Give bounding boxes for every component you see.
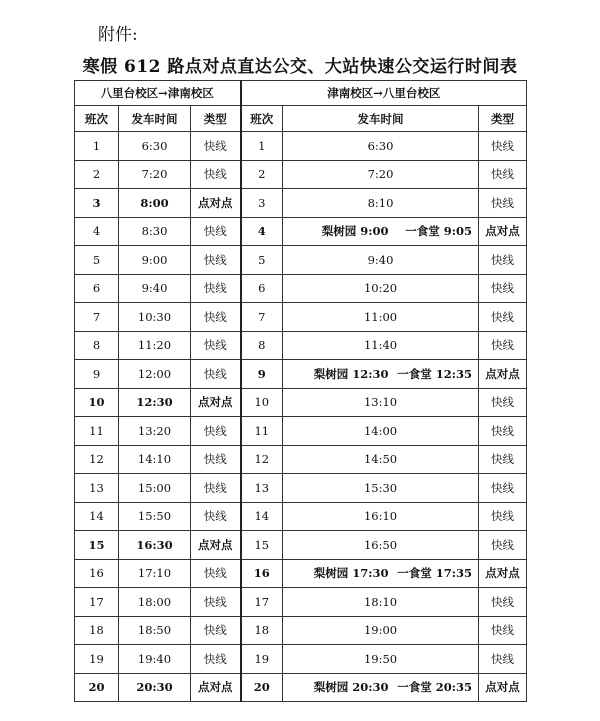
- a-col-time-header: 发车时间: [119, 106, 191, 132]
- a-trip-no: 20: [75, 673, 119, 702]
- a-trip-no: 7: [75, 303, 119, 332]
- b-trip-type: 点对点: [479, 217, 527, 246]
- b-trip-no: 10: [241, 388, 283, 417]
- b-depart-time: 14:50: [283, 445, 479, 474]
- a-depart-time: 12:00: [119, 360, 191, 389]
- a-trip-no: 1: [75, 132, 119, 161]
- b-trip-type: 快线: [479, 445, 527, 474]
- b-depart-time: 11:40: [283, 331, 479, 360]
- a-trip-no: 6: [75, 274, 119, 303]
- b-col-time-header: 发车时间: [283, 106, 479, 132]
- b-stop-lishuyuan: 梨树园 20:30: [283, 673, 393, 702]
- b-trip-type: 快线: [479, 246, 527, 275]
- a-trip-type: 快线: [191, 303, 241, 332]
- a-trip-type: 快线: [191, 559, 241, 588]
- b-depart-time: 15:30: [283, 474, 479, 503]
- a-trip-type: 快线: [191, 474, 241, 503]
- table-row: [75, 445, 527, 474]
- a-trip-no: 2: [75, 160, 119, 189]
- b-trip-type: 快线: [479, 189, 527, 218]
- a-depart-time: 7:20: [119, 160, 191, 189]
- b-stop-lishuyuan: 梨树园 17:30: [283, 559, 393, 588]
- b-trip-type: 快线: [479, 303, 527, 332]
- b-trip-type: 点对点: [479, 559, 527, 588]
- a-depart-time: 11:20: [119, 331, 191, 360]
- b-depart-time: 19:00: [283, 616, 479, 645]
- a-trip-type: 快线: [191, 616, 241, 645]
- a-trip-type: 快线: [191, 588, 241, 617]
- a-trip-type: 快线: [191, 160, 241, 189]
- b-trip-no: 3: [241, 189, 283, 218]
- a-depart-time: 8:00: [119, 189, 191, 218]
- table-row: [75, 531, 527, 560]
- b-stop-lishuyuan: 梨树园 12:30: [283, 360, 393, 389]
- a-trip-type: 快线: [191, 645, 241, 674]
- b-trip-type: 点对点: [479, 360, 527, 389]
- b-trip-no: 1: [241, 132, 283, 161]
- b-trip-no: 6: [241, 274, 283, 303]
- b-stop-yishitang: 一食堂 9:05: [393, 217, 479, 246]
- a-trip-type: 快线: [191, 417, 241, 446]
- b-trip-type: 快线: [479, 331, 527, 360]
- b-trip-no: 7: [241, 303, 283, 332]
- b-trip-no: 17: [241, 588, 283, 617]
- a-trip-no: 4: [75, 217, 119, 246]
- table-row: [75, 502, 527, 531]
- b-depart-time: 14:00: [283, 417, 479, 446]
- a-depart-time: 18:00: [119, 588, 191, 617]
- b-trip-type: 快线: [479, 132, 527, 161]
- schedule-table: [74, 80, 527, 702]
- a-trip-no: 19: [75, 645, 119, 674]
- b-trip-no: 19: [241, 645, 283, 674]
- b-trip-no: 20: [241, 673, 283, 702]
- a-trip-no: 14: [75, 502, 119, 531]
- a-col-type-header: 类型: [191, 106, 241, 132]
- a-depart-time: 13:20: [119, 417, 191, 446]
- b-trip-no: 2: [241, 160, 283, 189]
- b-trip-no: 16: [241, 559, 283, 588]
- b-depart-time: 16:50: [283, 531, 479, 560]
- b-trip-no: 18: [241, 616, 283, 645]
- a-trip-no: 11: [75, 417, 119, 446]
- a-trip-type: 点对点: [191, 531, 241, 560]
- b-col-type-header: 类型: [479, 106, 527, 132]
- a-depart-time: 15:50: [119, 502, 191, 531]
- a-trip-type: 点对点: [191, 673, 241, 702]
- table-row: [75, 360, 527, 389]
- table-row: [75, 217, 527, 246]
- table-row: [75, 417, 527, 446]
- b-trip-type: 快线: [479, 388, 527, 417]
- a-trip-type: 快线: [191, 502, 241, 531]
- route-b-header: 津南校区→八里台校区: [241, 81, 527, 106]
- a-trip-no: 18: [75, 616, 119, 645]
- a-trip-type: 快线: [191, 360, 241, 389]
- b-trip-type: 点对点: [479, 673, 527, 702]
- attachment-label: 附件:: [98, 25, 138, 45]
- a-trip-type: 快线: [191, 217, 241, 246]
- b-stop-yishitang: 一食堂 17:35: [393, 559, 479, 588]
- table-row: [75, 673, 527, 702]
- a-depart-time: 15:00: [119, 474, 191, 503]
- a-depart-time: 14:10: [119, 445, 191, 474]
- a-trip-type: 快线: [191, 274, 241, 303]
- b-trip-no: 12: [241, 445, 283, 474]
- route-header-row: [75, 81, 527, 106]
- table-row: [75, 388, 527, 417]
- a-trip-no: 12: [75, 445, 119, 474]
- table-row: [75, 559, 527, 588]
- a-trip-type: 点对点: [191, 189, 241, 218]
- table-row: [75, 274, 527, 303]
- b-trip-no: 4: [241, 217, 283, 246]
- a-trip-no: 13: [75, 474, 119, 503]
- b-depart-time: 16:10: [283, 502, 479, 531]
- a-depart-time: 19:40: [119, 645, 191, 674]
- a-depart-time: 9:00: [119, 246, 191, 275]
- route-a-header: 八里台校区→津南校区: [75, 81, 241, 106]
- table-row: [75, 246, 527, 275]
- a-trip-no: 8: [75, 331, 119, 360]
- table-row: [75, 645, 527, 674]
- a-trip-type: 快线: [191, 132, 241, 161]
- a-depart-time: 16:30: [119, 531, 191, 560]
- b-trip-type: 快线: [479, 160, 527, 189]
- b-depart-time: 13:10: [283, 388, 479, 417]
- b-trip-type: 快线: [479, 474, 527, 503]
- b-depart-time: 9:40: [283, 246, 479, 275]
- b-trip-type: 快线: [479, 502, 527, 531]
- b-trip-type: 快线: [479, 588, 527, 617]
- table-row: [75, 160, 527, 189]
- a-depart-time: 9:40: [119, 274, 191, 303]
- table-row: [75, 132, 527, 161]
- a-trip-no: 5: [75, 246, 119, 275]
- b-depart-time: 11:00: [283, 303, 479, 332]
- a-trip-no: 9: [75, 360, 119, 389]
- table-row: [75, 303, 527, 332]
- b-trip-no: 11: [241, 417, 283, 446]
- b-trip-type: 快线: [479, 645, 527, 674]
- a-trip-no: 3: [75, 189, 119, 218]
- a-col-no-header: 班次: [75, 106, 119, 132]
- table-row: [75, 331, 527, 360]
- b-depart-time: 10:20: [283, 274, 479, 303]
- table-row: [75, 616, 527, 645]
- a-depart-time: 20:30: [119, 673, 191, 702]
- a-trip-no: 10: [75, 388, 119, 417]
- b-trip-no: 8: [241, 331, 283, 360]
- b-trip-no: 13: [241, 474, 283, 503]
- b-stop-lishuyuan: 梨树园 9:00: [283, 217, 393, 246]
- a-depart-time: 8:30: [119, 217, 191, 246]
- a-trip-type: 快线: [191, 445, 241, 474]
- a-depart-time: 10:30: [119, 303, 191, 332]
- a-depart-time: 17:10: [119, 559, 191, 588]
- a-trip-type: 快线: [191, 246, 241, 275]
- table-row: [75, 588, 527, 617]
- b-trip-no: 9: [241, 360, 283, 389]
- b-col-no-header: 班次: [241, 106, 283, 132]
- b-trip-no: 5: [241, 246, 283, 275]
- a-depart-time: 12:30: [119, 388, 191, 417]
- b-trip-type: 快线: [479, 616, 527, 645]
- table-row: [75, 189, 527, 218]
- b-depart-time: 7:20: [283, 160, 479, 189]
- b-trip-type: 快线: [479, 531, 527, 560]
- a-trip-no: 17: [75, 588, 119, 617]
- page-title: 寒假 612 路点对点直达公交、大站快速公交运行时间表: [82, 57, 518, 77]
- a-depart-time: 6:30: [119, 132, 191, 161]
- b-stop-yishitang: 一食堂 20:35: [393, 673, 479, 702]
- a-trip-type: 快线: [191, 331, 241, 360]
- table-row: [75, 474, 527, 503]
- column-header-row: [75, 106, 527, 132]
- b-trip-type: 快线: [479, 274, 527, 303]
- b-trip-no: 14: [241, 502, 283, 531]
- b-trip-no: 15: [241, 531, 283, 560]
- b-trip-type: 快线: [479, 417, 527, 446]
- b-depart-time: 8:10: [283, 189, 479, 218]
- a-trip-type: 点对点: [191, 388, 241, 417]
- b-depart-time: 19:50: [283, 645, 479, 674]
- a-depart-time: 18:50: [119, 616, 191, 645]
- b-stop-yishitang: 一食堂 12:35: [393, 360, 479, 389]
- b-depart-time: 18:10: [283, 588, 479, 617]
- b-depart-time: 6:30: [283, 132, 479, 161]
- a-trip-no: 15: [75, 531, 119, 560]
- a-trip-no: 16: [75, 559, 119, 588]
